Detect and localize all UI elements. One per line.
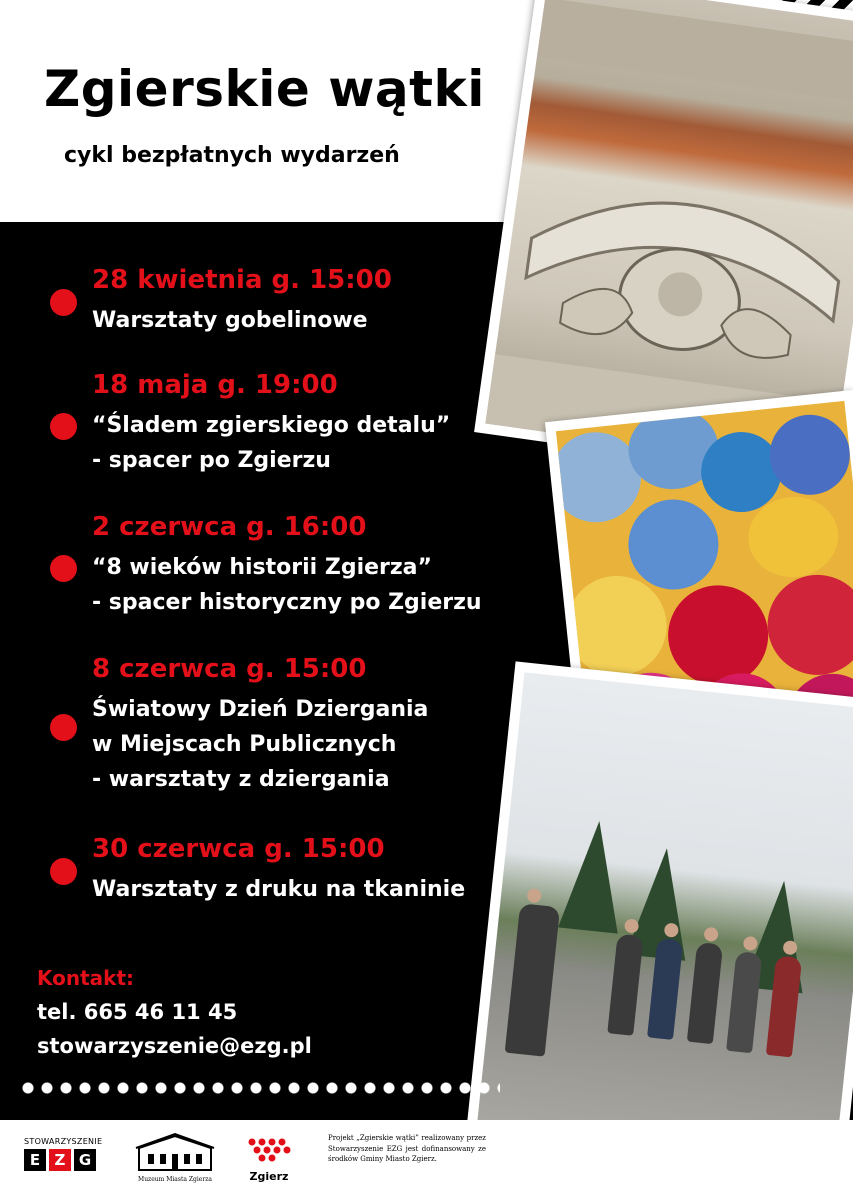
bullet-dot (50, 555, 77, 582)
ezg-letter-e: E (24, 1149, 46, 1171)
ezg-logo (24, 1137, 104, 1171)
event-item-1 (0, 265, 560, 345)
event-item-5 (0, 834, 560, 914)
event-description: Warsztaty z druku na tkaninie (92, 877, 466, 902)
event-date: 28 kwietnia g. 15:00 (92, 265, 392, 295)
museum-logo-label: Muzeum Miasta Zgierza (138, 1176, 212, 1183)
event-item-3 (0, 512, 560, 622)
zgierz-logo-label: Zgierz (249, 1170, 289, 1183)
ezg-logo-label: STOWARZYSZENIE (24, 1137, 103, 1146)
bullet-dot (50, 858, 77, 885)
contact-email[interactable]: stowarzyszenie@ezg.pl (37, 1034, 312, 1058)
event-item-2 (0, 370, 560, 480)
museum-building-icon (134, 1132, 216, 1172)
ezg-letter-z: Z (49, 1149, 71, 1171)
bullet-dot (50, 413, 77, 440)
contact-label: Kontakt: (37, 966, 135, 990)
page-subtitle: cykl bezpłatnych wydarzeń (64, 143, 400, 168)
event-description: “Śladem zgierskiego detalu” - spacer po Zgierzu (92, 413, 451, 473)
museum-logo (134, 1132, 216, 1183)
event-date: 2 czerwca g. 16:00 (92, 512, 367, 542)
ezg-letter-g: G (74, 1149, 96, 1171)
decorative-dots (20, 1080, 500, 1096)
zgierz-emblem-icon (244, 1136, 294, 1166)
event-item-4 (0, 654, 560, 799)
event-description: Warsztaty gobelinowe (92, 308, 368, 333)
event-description: “8 wieków historii Zgierza” - spacer historyczny po Zgierzu (92, 555, 482, 615)
event-date: 8 czerwca g. 15:00 (92, 654, 367, 684)
event-description: Światowy Dzień Dziergania w Miejscach Publicznych - warsztaty z dziergania (92, 697, 429, 792)
event-date: 18 maja g. 19:00 (92, 370, 338, 400)
bullet-dot (50, 714, 77, 741)
funding-note: Projekt „Zgierskie wątki” realizowany przez Stowarzyszenie EZG jest dofinansowany ze środków Gminy Miasto Zgierz. (328, 1134, 486, 1163)
bullet-dot (50, 289, 77, 316)
event-date: 30 czerwca g. 15:00 (92, 834, 385, 864)
zgierz-logo (244, 1136, 294, 1183)
page-title: Zgierskie wątki (44, 60, 485, 118)
contact-phone[interactable]: tel. 665 46 11 45 (37, 1000, 238, 1024)
